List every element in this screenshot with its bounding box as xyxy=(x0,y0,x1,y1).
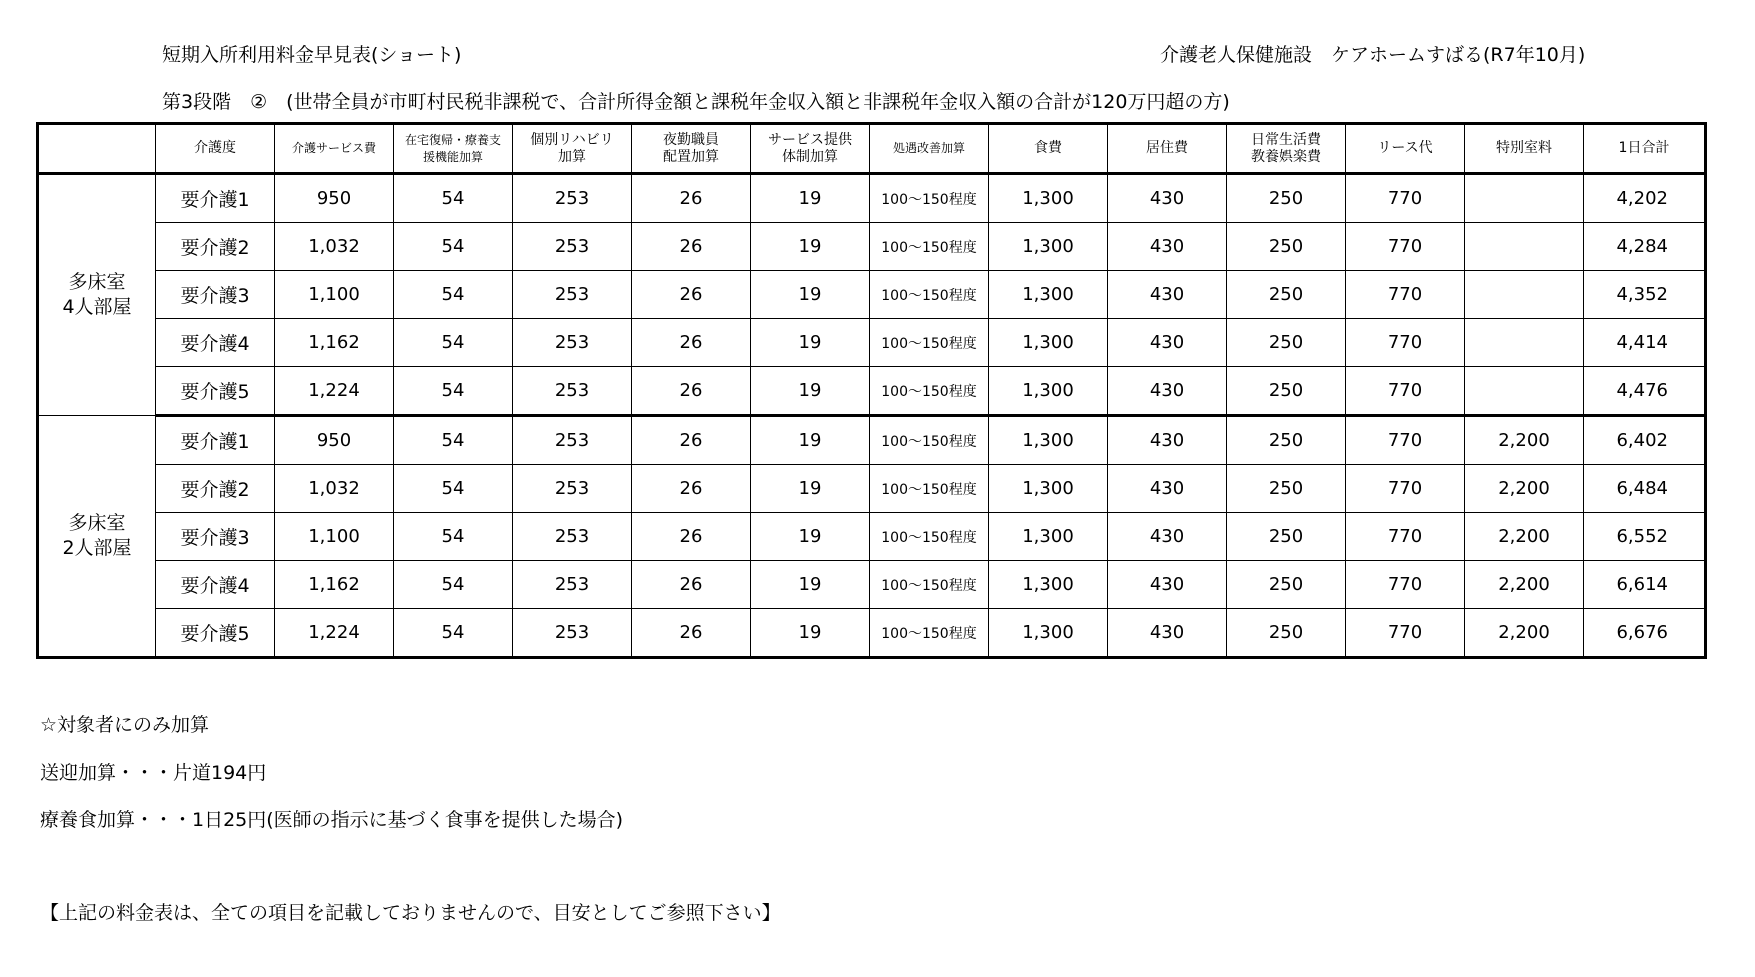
treatment-improvement-cell: 100～150程度 xyxy=(870,223,989,271)
treatment-improvement-cell: 100～150程度 xyxy=(870,271,989,319)
daily-living-cell: 250 xyxy=(1227,319,1346,367)
residence-cell: 430 xyxy=(1108,416,1227,465)
header-line: 体制加算 xyxy=(782,148,838,165)
table-row xyxy=(38,465,1706,513)
daily-living-cell: 250 xyxy=(1227,174,1346,223)
header-line: 在宅復帰・療養支 xyxy=(404,132,501,147)
header-line: 夜勤職員 xyxy=(663,131,719,148)
service-provision-cell: 19 xyxy=(751,174,870,223)
lease-cell: 770 xyxy=(1346,465,1465,513)
lease-cell: 770 xyxy=(1346,609,1465,658)
home-support-cell: 54 xyxy=(394,561,513,609)
treatment-improvement-cell: 100～150程度 xyxy=(870,513,989,561)
service-fee-cell: 1,100 xyxy=(275,271,394,319)
care-level-cell: 要介護1 xyxy=(156,416,275,465)
care-level-cell: 要介護4 xyxy=(156,561,275,609)
meal-cell: 1,300 xyxy=(989,561,1108,609)
special-room-cell: 2,200 xyxy=(1465,513,1584,561)
room-type-cell xyxy=(38,174,156,416)
residence-cell: 430 xyxy=(1108,367,1227,416)
header-daily-living xyxy=(1227,124,1346,174)
night-staff-cell: 26 xyxy=(632,465,751,513)
table-row xyxy=(38,319,1706,367)
header-line: サービス提供 xyxy=(768,131,852,148)
daily-total-cell: 6,676 xyxy=(1584,609,1706,658)
residence-cell: 430 xyxy=(1108,319,1227,367)
header-care-level: 介護度 xyxy=(156,124,275,174)
lease-cell: 770 xyxy=(1346,416,1465,465)
table-row xyxy=(38,174,1706,223)
rehab-cell: 253 xyxy=(513,561,632,609)
service-provision-cell: 19 xyxy=(751,223,870,271)
daily-total-cell: 6,552 xyxy=(1584,513,1706,561)
special-room-cell: 2,200 xyxy=(1465,561,1584,609)
daily-living-cell: 250 xyxy=(1227,561,1346,609)
header-line: 配置加算 xyxy=(663,148,719,165)
table-row xyxy=(38,367,1706,416)
header-line: 援機能加算 xyxy=(422,149,483,164)
daily-total-cell: 6,402 xyxy=(1584,416,1706,465)
care-level-cell: 要介護3 xyxy=(156,271,275,319)
meal-cell: 1,300 xyxy=(989,416,1108,465)
home-support-cell: 54 xyxy=(394,465,513,513)
daily-living-cell: 250 xyxy=(1227,609,1346,658)
night-staff-cell: 26 xyxy=(632,367,751,416)
night-staff-cell: 26 xyxy=(632,513,751,561)
night-staff-cell: 26 xyxy=(632,319,751,367)
daily-total-cell: 4,202 xyxy=(1584,174,1706,223)
room-type-line: 多床室 xyxy=(68,271,126,293)
home-support-cell: 54 xyxy=(394,223,513,271)
treatment-improvement-cell: 100～150程度 xyxy=(870,174,989,223)
treatment-improvement-cell: 100～150程度 xyxy=(870,609,989,658)
treatment-improvement-cell: 100～150程度 xyxy=(870,367,989,416)
meal-cell: 1,300 xyxy=(989,513,1108,561)
rehab-cell: 253 xyxy=(513,513,632,561)
home-support-cell: 54 xyxy=(394,513,513,561)
table-row xyxy=(38,223,1706,271)
residence-cell: 430 xyxy=(1108,561,1227,609)
care-level-cell: 要介護1 xyxy=(156,174,275,223)
lease-cell: 770 xyxy=(1346,223,1465,271)
special-room-cell: 2,200 xyxy=(1465,465,1584,513)
service-provision-cell: 19 xyxy=(751,416,870,465)
note-target-only: ☆対象者にのみ加算 xyxy=(40,714,210,736)
daily-total-cell: 6,614 xyxy=(1584,561,1706,609)
special-room-cell xyxy=(1465,223,1584,271)
home-support-cell: 54 xyxy=(394,174,513,223)
service-provision-cell: 19 xyxy=(751,367,870,416)
daily-living-cell: 250 xyxy=(1227,223,1346,271)
meal-cell: 1,300 xyxy=(989,367,1108,416)
care-level-cell: 要介護3 xyxy=(156,513,275,561)
header-line: 個別リハビリ xyxy=(530,131,614,148)
special-room-cell xyxy=(1465,367,1584,416)
daily-living-cell: 250 xyxy=(1227,367,1346,416)
header-line: 教養娯楽費 xyxy=(1251,148,1321,165)
rehab-cell: 253 xyxy=(513,271,632,319)
special-room-cell xyxy=(1465,271,1584,319)
daily-living-cell: 250 xyxy=(1227,416,1346,465)
income-tier-subtitle: 第3段階 ② (世帯全員が市町村民税非課税で、合計所得金額と課税年金収入額と非課税年金収入額の合計が120万円超の方) xyxy=(162,91,1230,113)
room-type-line: 2人部屋 xyxy=(62,537,132,559)
special-room-cell: 2,200 xyxy=(1465,609,1584,658)
meal-cell: 1,300 xyxy=(989,223,1108,271)
night-staff-cell: 26 xyxy=(632,174,751,223)
meal-cell: 1,300 xyxy=(989,609,1108,658)
night-staff-cell: 26 xyxy=(632,416,751,465)
table-row xyxy=(38,513,1706,561)
header-home-support-addition xyxy=(394,124,513,174)
service-fee-cell: 950 xyxy=(275,416,394,465)
daily-living-cell: 250 xyxy=(1227,271,1346,319)
meal-cell: 1,300 xyxy=(989,465,1108,513)
lease-cell: 770 xyxy=(1346,513,1465,561)
service-fee-cell: 1,162 xyxy=(275,319,394,367)
lease-cell: 770 xyxy=(1346,271,1465,319)
rehab-cell: 253 xyxy=(513,223,632,271)
service-fee-cell: 1,032 xyxy=(275,223,394,271)
rehab-cell: 253 xyxy=(513,416,632,465)
service-provision-cell: 19 xyxy=(751,465,870,513)
daily-living-cell: 250 xyxy=(1227,465,1346,513)
residence-cell: 430 xyxy=(1108,174,1227,223)
document-title: 短期入所利用料金早見表(ショート) xyxy=(162,44,462,66)
header-treatment-improvement: 処遇改善加算 xyxy=(870,124,989,174)
treatment-improvement-cell: 100～150程度 xyxy=(870,319,989,367)
residence-cell: 430 xyxy=(1108,465,1227,513)
care-level-cell: 要介護2 xyxy=(156,223,275,271)
header-room-type xyxy=(38,124,156,174)
care-level-cell: 要介護2 xyxy=(156,465,275,513)
header-special-room: 特別室料 xyxy=(1465,124,1584,174)
service-fee-cell: 1,224 xyxy=(275,367,394,416)
home-support-cell: 54 xyxy=(394,609,513,658)
table-row xyxy=(38,416,1706,465)
rehab-cell: 253 xyxy=(513,609,632,658)
meal-cell: 1,300 xyxy=(989,174,1108,223)
home-support-cell: 54 xyxy=(394,367,513,416)
header-meal: 食費 xyxy=(989,124,1108,174)
header-lease: リース代 xyxy=(1346,124,1465,174)
special-room-cell: 2,200 xyxy=(1465,416,1584,465)
note-disclaimer: 【上記の料金表は、全ての項目を記載しておりませんので、目安としてご参照下さい】 xyxy=(40,902,781,924)
residence-cell: 430 xyxy=(1108,271,1227,319)
special-room-cell xyxy=(1465,319,1584,367)
header-night-staff-addition xyxy=(632,124,751,174)
header-rehab-addition xyxy=(513,124,632,174)
treatment-improvement-cell: 100～150程度 xyxy=(870,416,989,465)
lease-cell: 770 xyxy=(1346,561,1465,609)
daily-total-cell: 6,484 xyxy=(1584,465,1706,513)
care-level-cell: 要介護5 xyxy=(156,609,275,658)
lease-cell: 770 xyxy=(1346,367,1465,416)
daily-total-cell: 4,414 xyxy=(1584,319,1706,367)
table-row xyxy=(38,561,1706,609)
night-staff-cell: 26 xyxy=(632,561,751,609)
header-daily-total: 1日合計 xyxy=(1584,124,1706,174)
residence-cell: 430 xyxy=(1108,609,1227,658)
treatment-improvement-cell: 100～150程度 xyxy=(870,465,989,513)
table-row xyxy=(38,271,1706,319)
service-fee-cell: 1,032 xyxy=(275,465,394,513)
residence-cell: 430 xyxy=(1108,223,1227,271)
care-level-cell: 要介護5 xyxy=(156,367,275,416)
header-service-provision-addition xyxy=(751,124,870,174)
rehab-cell: 253 xyxy=(513,465,632,513)
home-support-cell: 54 xyxy=(394,416,513,465)
home-support-cell: 54 xyxy=(394,271,513,319)
daily-total-cell: 4,352 xyxy=(1584,271,1706,319)
room-type-line: 多床室 xyxy=(68,512,126,534)
service-provision-cell: 19 xyxy=(751,271,870,319)
service-provision-cell: 19 xyxy=(751,561,870,609)
room-type-cell xyxy=(38,416,156,658)
room-type-line: 4人部屋 xyxy=(62,296,132,318)
service-provision-cell: 19 xyxy=(751,319,870,367)
treatment-improvement-cell: 100～150程度 xyxy=(870,561,989,609)
service-fee-cell: 1,224 xyxy=(275,609,394,658)
night-staff-cell: 26 xyxy=(632,223,751,271)
facility-name: 介護老人保健施設 ケアホームすばる(R7年10月) xyxy=(1160,44,1586,66)
service-fee-cell: 1,162 xyxy=(275,561,394,609)
service-provision-cell: 19 xyxy=(751,513,870,561)
fee-table xyxy=(36,122,1707,659)
rehab-cell: 253 xyxy=(513,367,632,416)
rehab-cell: 253 xyxy=(513,174,632,223)
daily-total-cell: 4,476 xyxy=(1584,367,1706,416)
service-fee-cell: 950 xyxy=(275,174,394,223)
header-line: 日常生活費 xyxy=(1251,131,1321,148)
fee-table-body xyxy=(38,174,1706,658)
care-level-cell: 要介護4 xyxy=(156,319,275,367)
header-line: 加算 xyxy=(558,148,586,165)
table-row xyxy=(38,609,1706,658)
lease-cell: 770 xyxy=(1346,319,1465,367)
table-header-row xyxy=(38,124,1706,174)
special-room-cell xyxy=(1465,174,1584,223)
residence-cell: 430 xyxy=(1108,513,1227,561)
home-support-cell: 54 xyxy=(394,319,513,367)
daily-living-cell: 250 xyxy=(1227,513,1346,561)
meal-cell: 1,300 xyxy=(989,271,1108,319)
service-fee-cell: 1,100 xyxy=(275,513,394,561)
rehab-cell: 253 xyxy=(513,319,632,367)
daily-total-cell: 4,284 xyxy=(1584,223,1706,271)
note-meal-therapy-addition: 療養食加算・・・1日25円(医師の指示に基づく食事を提供した場合) xyxy=(40,809,624,831)
header-residence: 居住費 xyxy=(1108,124,1227,174)
service-provision-cell: 19 xyxy=(751,609,870,658)
night-staff-cell: 26 xyxy=(632,271,751,319)
meal-cell: 1,300 xyxy=(989,319,1108,367)
note-transport-addition: 送迎加算・・・片道194円 xyxy=(40,762,267,784)
lease-cell: 770 xyxy=(1346,174,1465,223)
header-service-fee: 介護サービス費 xyxy=(275,124,394,174)
night-staff-cell: 26 xyxy=(632,609,751,658)
